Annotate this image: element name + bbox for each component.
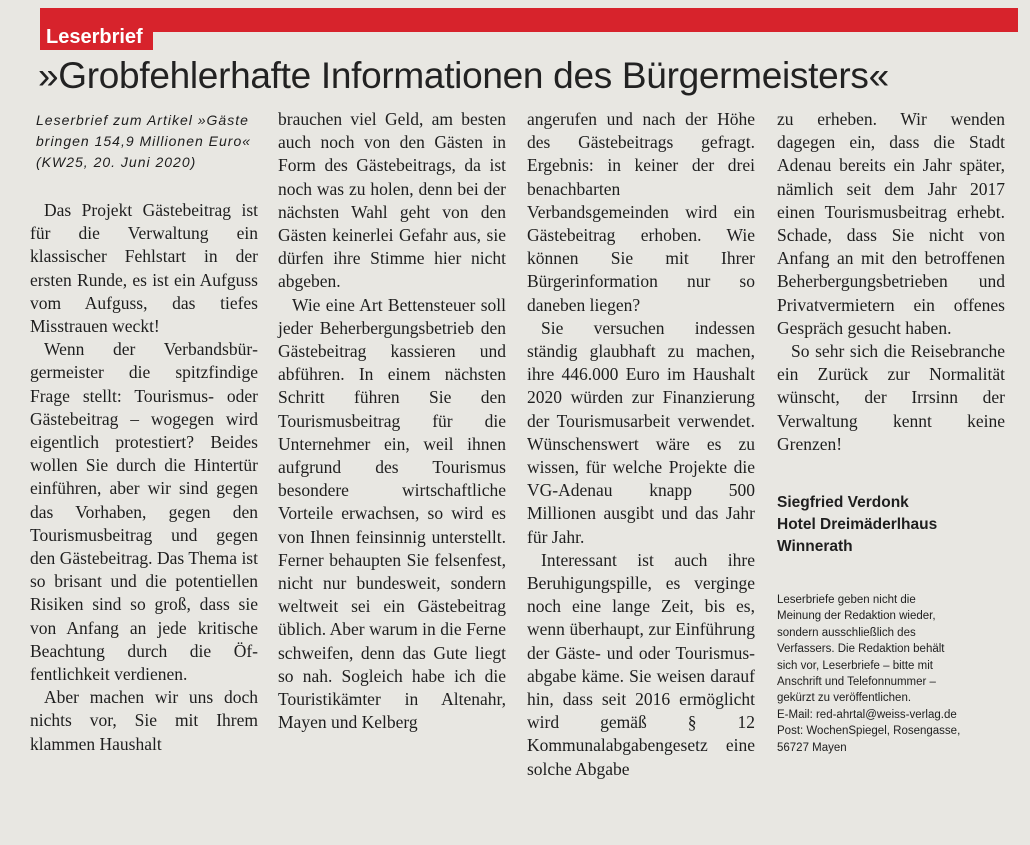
postal-line: 56727 Mayen bbox=[777, 741, 847, 754]
paragraph: Wie eine Art Bettensteuer soll jeder Beherbergungsbetrieb den Gästebeitrag kassieren und abführen. In einem nächsten Schritt führen Sie den Tourismusbeitrag für die Unternehmer ein, weil ihnen aufgrund des Tourismus besondere wirtschaftliche Vorteile erwachsen, so wird es von Ihnen feinsinnig unterstellt. Ferner behaupten Sie felsenfest, nicht nur bundesweit, sondern weltweit sei ein Gästebeitrag üblich. Aber warum in die Ferne schweifen, denn das Gute liegt so nah. Sogleich habe ich die Touristikämter in Altenahr, Mayen und Kelberg bbox=[278, 294, 506, 733]
paragraph: So sehr sich die Reisebranche ein Zurück zur Normalität wünscht, der Irrsinn der Verwaltung kennt keine Grenzen! bbox=[777, 341, 1005, 454]
author-hotel: Hotel Dreimäderlhaus bbox=[777, 516, 938, 534]
column-3 bbox=[527, 108, 755, 781]
paragraph: angerufen und nach der Höhe des Gästebeitrags gefragt. Ergebnis: in keiner der drei benachbarten Verbandsgemeinden wird ein Gästebeitrag erhoben. Wie können Sie mit Ihrer Bürgerinformation nur so daneben liegen? bbox=[527, 109, 755, 315]
disclaimer-line: Verfassers. Die Redaktion behält bbox=[777, 643, 945, 656]
paragraph: zu erheben. Wir wenden dagegen ein, dass die Stadt Adenau bereits ein Jahr später, nämlich seit dem Jahr 2017 einen Tourismusbeitrag erhebt. Schade, dass Sie nicht von Anfang an mit den betroffenen Beherbergungsbetrieben und Privatvermietern ein offenes Gespräch gesucht haben. bbox=[777, 109, 1005, 338]
paragraph: brauchen viel Geld, am besten auch noch von den Gästen in Form des Gästebeitrags, da ist noch was zu holen, denn bei der nächsten Wahl geht von den Gästen keinerlei Gefahr aus, sie dürfen ihre Stimme hier nicht abgeben. bbox=[278, 109, 506, 292]
headline: »Grobfehlerhafte Informationen des Bürgermeisters« bbox=[38, 55, 889, 96]
disclaimer-line: gekürzt zu veröffentlichen. bbox=[777, 692, 912, 705]
column-2 bbox=[278, 108, 506, 734]
postal-line: Post: WochenSpiegel, Rosengasse, bbox=[777, 725, 961, 738]
top-red-rule bbox=[40, 8, 1018, 32]
column-4 bbox=[777, 108, 1005, 756]
paragraph: Aber machen wir uns doch nichts vor, Sie mit Ihrem klammen Haushalt bbox=[30, 687, 258, 754]
disclaimer-line: Leserbriefe geben nicht die bbox=[777, 594, 916, 607]
disclaimer-line: sich vor, Leserbriefe – bitte mit bbox=[777, 659, 933, 672]
disclaimer-line: sondern ausschließlich des bbox=[777, 626, 916, 639]
disclaimer-line: Anschrift und Telefonnummer – bbox=[777, 676, 936, 689]
section-label: Leserbrief bbox=[40, 24, 153, 50]
email-line: E-Mail: red-ahrtal@weiss-verlag.de bbox=[777, 708, 957, 721]
paragraph: Sie versuchen indessen ständig glaubhaft zu machen, ihre 446.000 Euro im Haushalt 2020 würden zur Finanzierung der Tourismusarbeit verwendet. Wünschenswert wäre es zu wissen, für welche Projekte die VG-Adenau knapp 500 Millionen ausgibt und das Jahr für Jahr. bbox=[527, 317, 755, 547]
paragraph: Interessant ist auch ihre Beruhigungspille, es verginge noch eine lange Zeit, bis es, wenn überhaupt, zur Einführung der Gäste- und oder Tourismusabgabe käme. Sie weisen darauf hin, dass seit 2016 ermöglicht wird gemäß § 12 Kommunalabgabengesetz eine solche Abgabe bbox=[527, 549, 755, 779]
intro-reference: Leserbrief zum Artikel »Gäste bringen 154,9 Millionen Euro« (KW25, 20. Juni 2020) bbox=[36, 112, 252, 170]
paragraph: Das Projekt Gästebeitrag ist für die Verwaltung ein klassischer Fehlstart in der ersten Runde, es ist ein Aufguss vom Aufguss, das tiefes Misstrauen weckt! bbox=[30, 200, 258, 337]
editorial-disclaimer bbox=[777, 592, 1005, 756]
disclaimer-line: Meinung der Redaktion wieder, bbox=[777, 610, 936, 623]
signature bbox=[777, 492, 1005, 558]
column-1 bbox=[30, 108, 258, 756]
author-place: Winnerath bbox=[777, 538, 853, 556]
paragraph: Wenn der Verbandsbürgermeister die spitzfindige Frage stellt: Tourismus- oder Gästebeitrag – wogegen wird eigentlich protestiert? Beides wollen Sie durch die Hintertür einführen, aber wir sind gegen das Vorhaben, gegen den Tourismusbeitrag und gegen den Gästebeitrag. Das Thema ist so brisant und die potentiellen Risiken sind so groß, dass sie von Anfang an jede kritische Beachtung durch die Öffentlichkeit verdienen. bbox=[30, 339, 258, 685]
author-name: Siegfried Verdonk bbox=[777, 494, 909, 512]
